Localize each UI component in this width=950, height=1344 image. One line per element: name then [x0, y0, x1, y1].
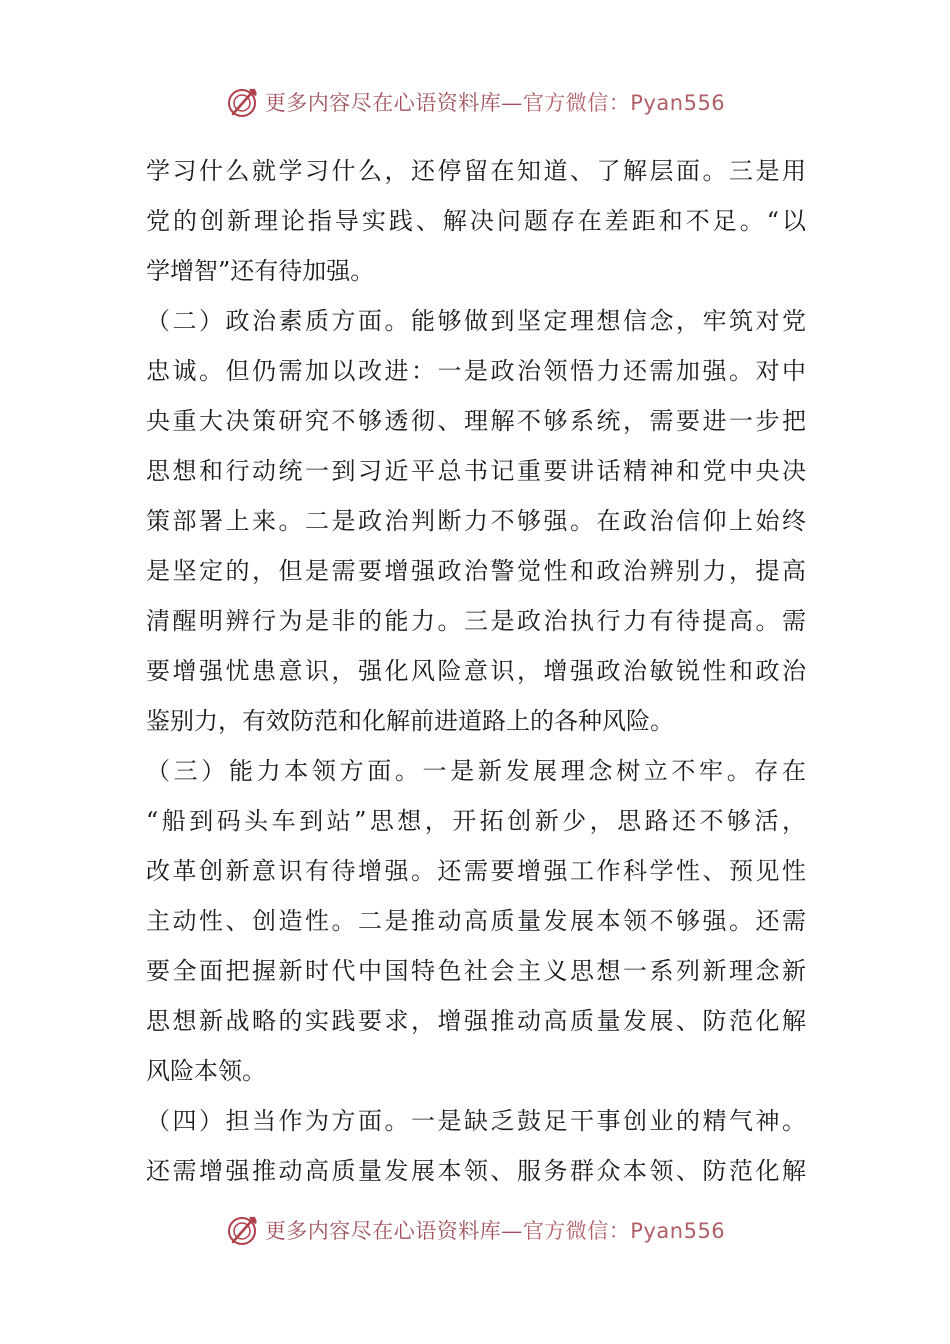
body-line: （二）政治素质方面。能够做到坚定理想信念，牢筑对党: [146, 307, 806, 335]
body-line: 思想新战略的实践要求，增强推动高质量发展、防范化解: [146, 1007, 806, 1035]
body-line: 清醒明辨行为是非的能力。三是政治执行力有待提高。需: [146, 607, 806, 635]
header-watermark-main: 更多内容尽在心语资料库—: [264, 91, 523, 115]
body-line: 党的创新理论指导实践、解决问题存在差距和不足。“以: [146, 207, 806, 235]
body-line: 央重大决策研究不够透彻、理解不够系统，需要进一步把: [146, 407, 806, 435]
document-body: [146, 146, 806, 1196]
footer-watermark-wechat: 官方微信：Pyan556: [522, 1219, 726, 1243]
footer-watermark-main: 更多内容尽在心语资料库—: [264, 1219, 523, 1243]
body-line: 要全面把握新时代中国特色社会主义思想一系列新理念新: [146, 957, 806, 985]
body-line: （三）能力本领方面。一是新发展理念树立不牢。存在: [146, 757, 806, 785]
body-line: 学增智”还有待加强。: [146, 257, 375, 285]
body-line: 忠诚。但仍需加以改进：一是政治领悟力还需加强。对中: [146, 357, 806, 385]
body-line: 风险本领。: [146, 1057, 266, 1085]
body-line: 策部署上来。二是政治判断力不够强。在政治信仰上始终: [146, 507, 806, 535]
header-watermark-wechat: 官方微信：Pyan556: [522, 91, 726, 115]
body-line: “船到码头车到站”思想，开拓创新少，思路还不够活，: [146, 807, 806, 835]
quill-seal-logo-icon: [225, 1212, 261, 1248]
body-line: 改革创新意识有待增强。还需要增强工作科学性、预见性: [146, 857, 806, 885]
body-line: 思想和行动统一到习近平总书记重要讲话精神和党中央决: [146, 457, 806, 485]
quill-seal-logo-icon: [225, 84, 261, 120]
body-line: 鉴别力，有效防范和化解前进道路上的各种风险。: [146, 707, 674, 735]
body-line: 学习什么就学习什么，还停留在知道、了解层面。三是用: [146, 157, 806, 185]
header-watermark: [0, 82, 950, 122]
body-line: 主动性、创造性。二是推动高质量发展本领不够强。还需: [146, 907, 806, 935]
footer-watermark-text: [265, 1215, 725, 1245]
body-line: 还需增强推动高质量发展本领、服务群众本领、防范化解: [146, 1157, 806, 1185]
body-line: 是坚定的，但是需要增强政治警觉性和政治辨别力，提高: [146, 557, 806, 585]
header-watermark-text: [265, 87, 725, 117]
body-line: 要增强忧患意识，强化风险意识，增强政治敏锐性和政治: [146, 657, 806, 685]
footer-watermark: [0, 1210, 950, 1250]
body-line: （四）担当作为方面。一是缺乏鼓足干事创业的精气神。: [146, 1107, 806, 1135]
